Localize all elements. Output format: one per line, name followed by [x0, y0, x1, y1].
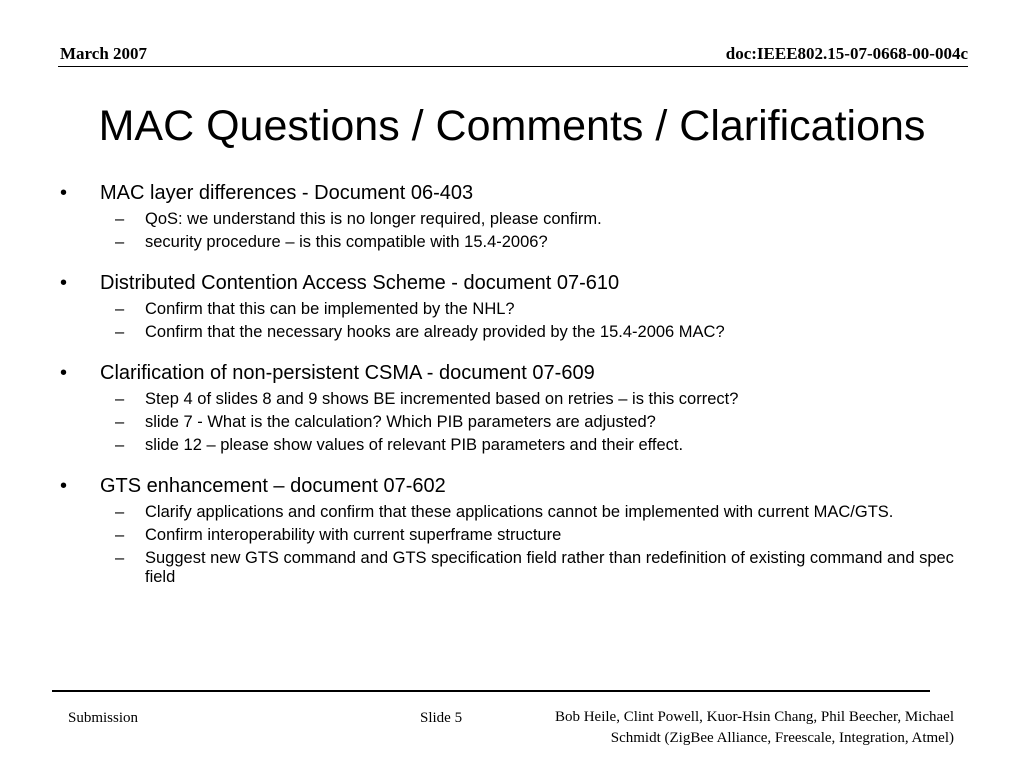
sub-bullet-text: Confirm interoperability with current superframe structure: [145, 526, 562, 544]
sub-bullet-dash: –: [115, 503, 125, 521]
footer-authors: [484, 707, 954, 749]
bullet-csma-clarification: [60, 360, 960, 455]
sub-bullet-dash: –: [115, 323, 125, 341]
sub-bullet-dash: –: [115, 233, 125, 251]
sub-bullet-text: Confirm that this can be implemented by the NHL?: [145, 300, 515, 318]
bullet-marker: •: [60, 362, 68, 384]
footer-divider: [52, 690, 930, 692]
authors-line-1: Bob Heile, Clint Powell, Kuor-Hsin Chang, Phil Beecher, Michael: [554, 709, 954, 725]
authors-line-2: Schmidt (ZigBee Alliance, Freescale, Integration, Atmel): [610, 730, 954, 746]
sub-bullet-dash: –: [115, 210, 125, 228]
footer-submission: Submission: [68, 710, 139, 726]
header-date: March 2007: [60, 44, 148, 63]
sub-bullet-text: QoS: we understand this is no longer required, please confirm.: [145, 210, 602, 228]
sub-bullet-dash: –: [115, 549, 125, 567]
sub-bullet-text: slide 12 – please show values of relevant PIB parameters and their effect.: [145, 436, 684, 454]
sub-bullet-text: Clarify applications and confirm that these applications cannot be implemented with current MAC/GTS.: [145, 503, 894, 521]
header-divider: [58, 66, 968, 67]
bullet-marker: •: [60, 475, 68, 497]
bullet-text: MAC layer differences - Document 06-403: [100, 182, 474, 204]
bullet-marker: •: [60, 272, 68, 294]
sub-bullet-text: slide 7 - What is the calculation? Which PIB parameters are adjusted?: [145, 413, 656, 431]
bullet-gts-enhancement: [60, 473, 960, 587]
sub-bullet-text: Suggest new GTS command and GTS specification field rather than redefinition of existing command and spec field: [145, 549, 954, 586]
header-doc-id: doc:IEEE802.15-07-0668-00-004c: [725, 44, 968, 63]
sub-bullet-dash: –: [115, 413, 125, 431]
bullet-text: Clarification of non-persistent CSMA - document 07-609: [100, 362, 595, 384]
sub-bullet-dash: –: [115, 300, 125, 318]
sub-bullet-dash: –: [115, 390, 125, 408]
sub-bullet-text: Step 4 of slides 8 and 9 shows BE incremented based on retries – is this correct?: [145, 390, 739, 408]
slide-number: Slide 5: [420, 710, 463, 726]
bullet-text: Distributed Contention Access Scheme - document 07-610: [100, 272, 620, 294]
bullet-text: GTS enhancement – document 07-602: [100, 475, 446, 497]
sub-bullet-text: Confirm that the necessary hooks are already provided by the 15.4-2006 MAC?: [145, 323, 725, 341]
bullet-marker: •: [60, 182, 68, 204]
slide-title: MAC Questions / Comments / Clarifications: [98, 102, 926, 150]
bullet-distributed-contention: [60, 270, 960, 342]
sub-bullet-text: security procedure – is this compatible with 15.4-2006?: [145, 233, 548, 251]
sub-bullet-dash: –: [115, 526, 125, 544]
slide-content: [60, 180, 960, 605]
bullet-mac-layer: [60, 180, 960, 252]
sub-bullet-dash: –: [115, 436, 125, 454]
